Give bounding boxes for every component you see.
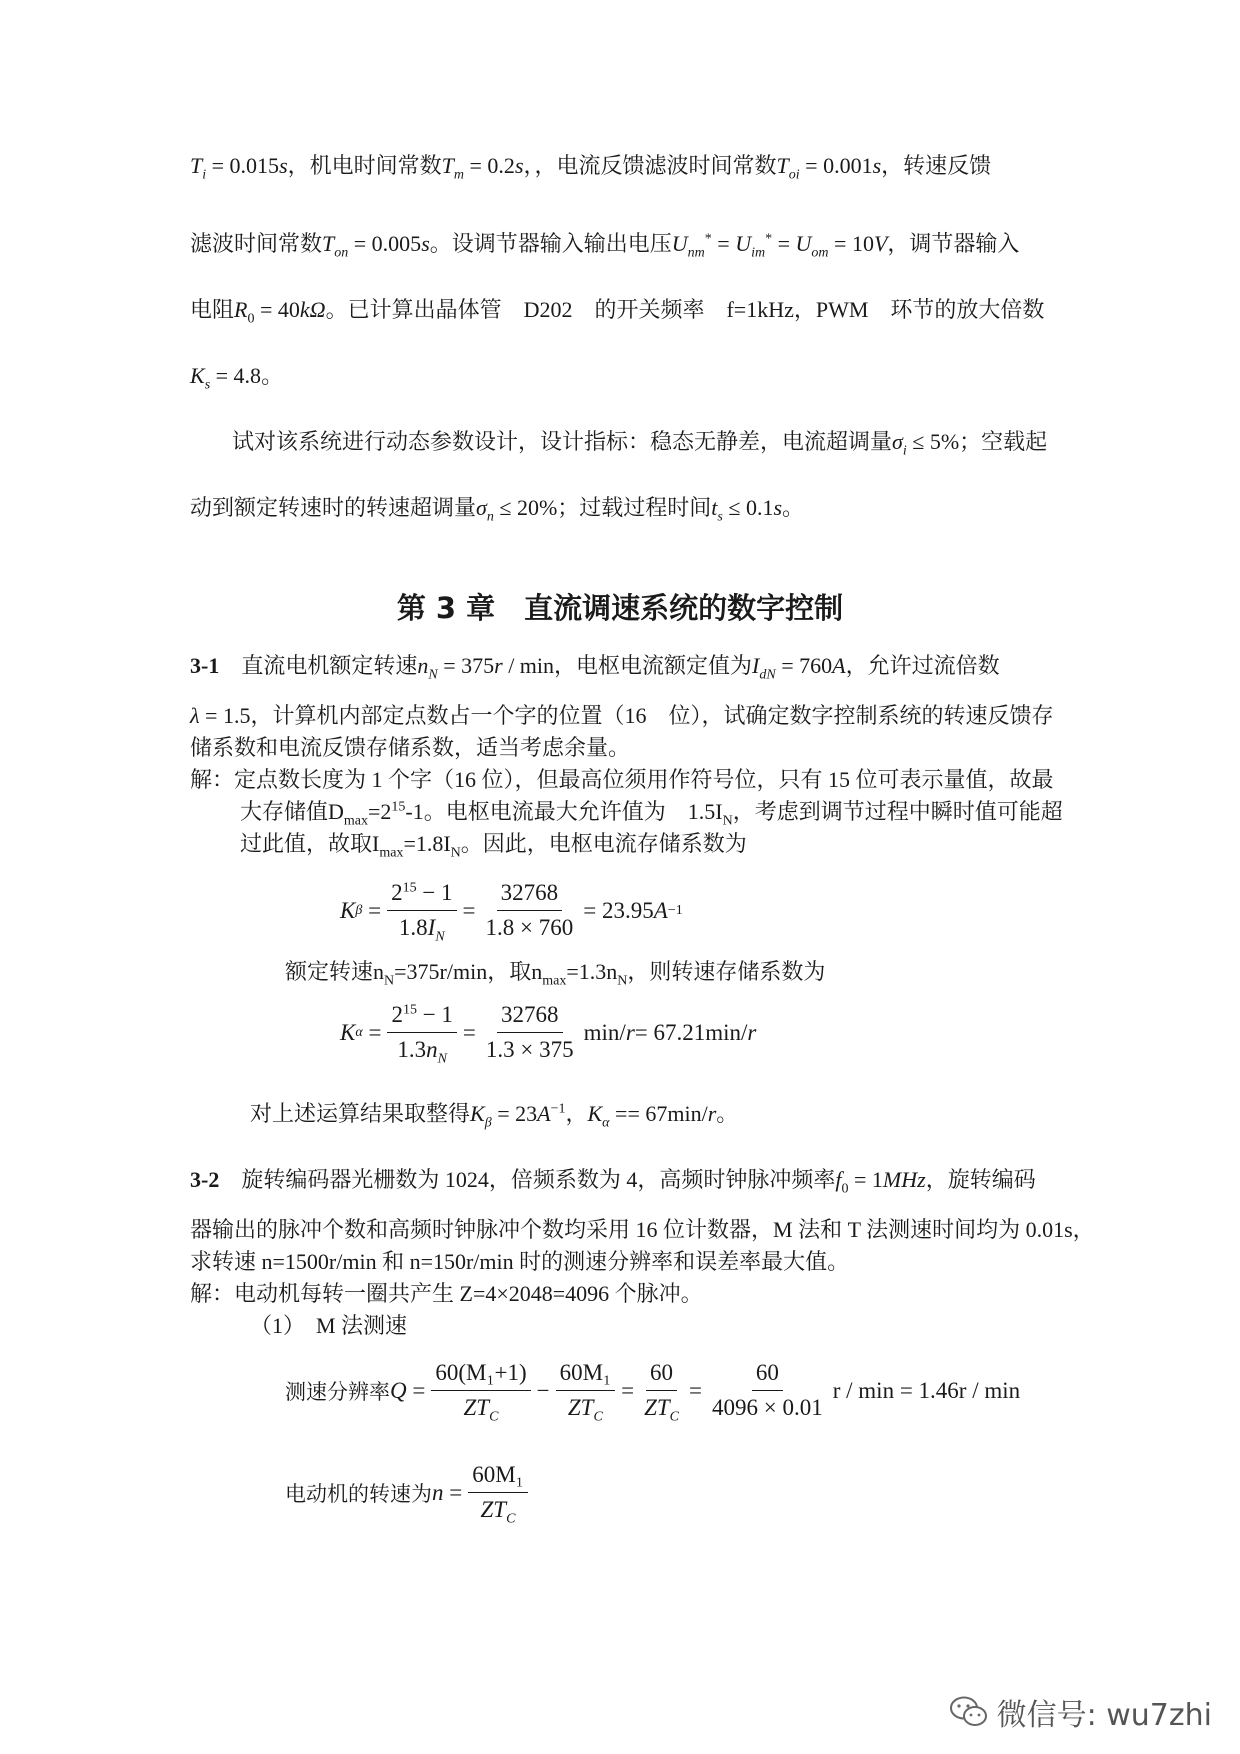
equation-k-alpha: K α = $\frac{2^{15} - 1}{1.3n_N}$ = $\frac{32768}{1.3 \times 375}$ min/ r = 67.21min/ r [340,1002,757,1067]
q31-line3: 储系数和电流反馈存储系数，适当考虑余量。 [190,735,631,760]
q31-solution-line4: 额定转速$n_N=375r/\min$，取$n_{max}=1.3n_N$，则转速存储系数为 [285,959,826,989]
fraction: $\frac{2^{15} - 1}{1.3n_N}$ [387,1000,456,1065]
q31-line2: λ = 1.5，计算机内部定点数占一个字的位置（16 位），试确定数字控制系统的转速反馈存 [190,703,1054,728]
fraction: $\frac{60}{4096 \times 0.01}$ [712,1360,823,1420]
q31-line1: 3-1 直流电机额定转速$n_N = 375r / \min$，电枢电流额定值为$I_{dN} = 760A$，允许过流倍数 [190,653,1000,683]
equation-resolution-q: 测速分辨率 Q = $\frac{\text{60(M₁+1)}}{ZT_C}$ − $\frac{\text{60M₁}}{ZT_C}$ = $\frac{60}{ZT_C}$ = $\frac{60}{4096 \times 0.01}$ r / min = 1.46r / min [285,1360,1021,1425]
q32-solution-line2: （1） M 法测速 [250,1313,408,1338]
para2-line2: 动到额定转速时的转速超调量$\sigma_n \le 20\%$；过载过程时间$t_s \le 0.1s$。 [190,495,805,525]
q31-solution-line5: 对上述运算结果取整得$K_\beta = 23A^{-1}$，$K_\alpha == 67\min/r$。 [250,1101,739,1131]
fraction: $\frac{\text{60M₁}}{ZT_C}$ [556,1358,615,1423]
fraction: $\frac{60}{ZT_C}$ [644,1360,680,1425]
fraction: $\frac{\text{60(M₁+1)}}{ZT_C}$ [431,1358,530,1423]
equation-k-beta: K β = $\frac{2^{15} - 1}{1.8I_N}$ = $\frac{32768}{1.8 \times 760}$ = 23.95 A −1 [340,880,683,945]
wechat-icon [949,1695,989,1729]
q31-solution-line3: 过此值，故取$I_{max}=1.8I_N$。因此，电枢电流存储系数为 [240,831,747,861]
para1-line1: $T_i = 0.015s$，机电时间常数$T_m = 0.2s$，，电流反馈滤波时间常数$T_{oi} = 0.001s$，转速反馈 [190,153,992,183]
para1-line2: 滤波时间常数$T_{on} = 0.005s$。设调节器输入输出电压$U_{nm}^* = U_{im}^* = U_{om} = 10V$，调节器输入 [190,231,1020,261]
para2-line1: 试对该系统进行动态参数设计，设计指标：稳态无静差，电流超调量$\sigma_i \le 5\%$；空载起 [232,429,1048,459]
watermark-text: 微信号: wu7zhi [996,1698,1212,1733]
chapter-title: 第 3 章 直流调速系统的数字控制 [396,591,844,625]
q32-line1: 3-2 旋转编码器光栅数为 1024，倍频系数为 4，高频时钟脉冲频率$f_0 = 1MHz$，旋转编码 [190,1167,1036,1197]
fraction: $\frac{32768}{1.3 \times 375}$ [485,1002,574,1062]
equation-speed-n: 电动机的转速为 n = $\frac{\text{60M₁}}{ZT_C}$ [285,1460,534,1525]
para1-line3: 电阻$R_0 = 40k\Omega$。已计算出晶体管 D202 的开关频率 f=1kHz，PWM 环节的放大倍数 [190,297,1045,327]
q32-solution-line1: 解：电动机每转一圈共产生 Z=4×2048=4096 个脉冲。 [190,1281,703,1306]
watermark [949,1690,1212,1734]
q31-solution-line1: 解：定点数长度为 1 个字（16 位），但最高位须用作符号位，只有 15 位可表示量值，故最 [190,767,1054,792]
fraction: $\frac{\text{60M₁}}{ZT_C}$ [468,1460,527,1525]
fraction: $\frac{2^{15} - 1}{1.8I_N}$ [387,878,456,943]
q31-solution-line2: 大存储值$D_{max}=2^{15}-1$。电枢电流最大允许值为 $1.5I_N$，考虑到调节过程中瞬时值可能超 [240,799,1063,829]
q32-line3: 求转速 n=1500r/min 和 n=150r/min 时的测速分辨率和误差率最大值。 [190,1249,850,1274]
fraction: $\frac{32768}{1.8 \times 760}$ [485,880,574,940]
q32-line2: 器输出的脉冲个数和高频时钟脉冲个数均采用 16 位计数器，M 法和 T 法测速时间均为 0.01s， [190,1217,1095,1242]
para1-line4: $K_s = 4.8$。 [190,363,284,393]
